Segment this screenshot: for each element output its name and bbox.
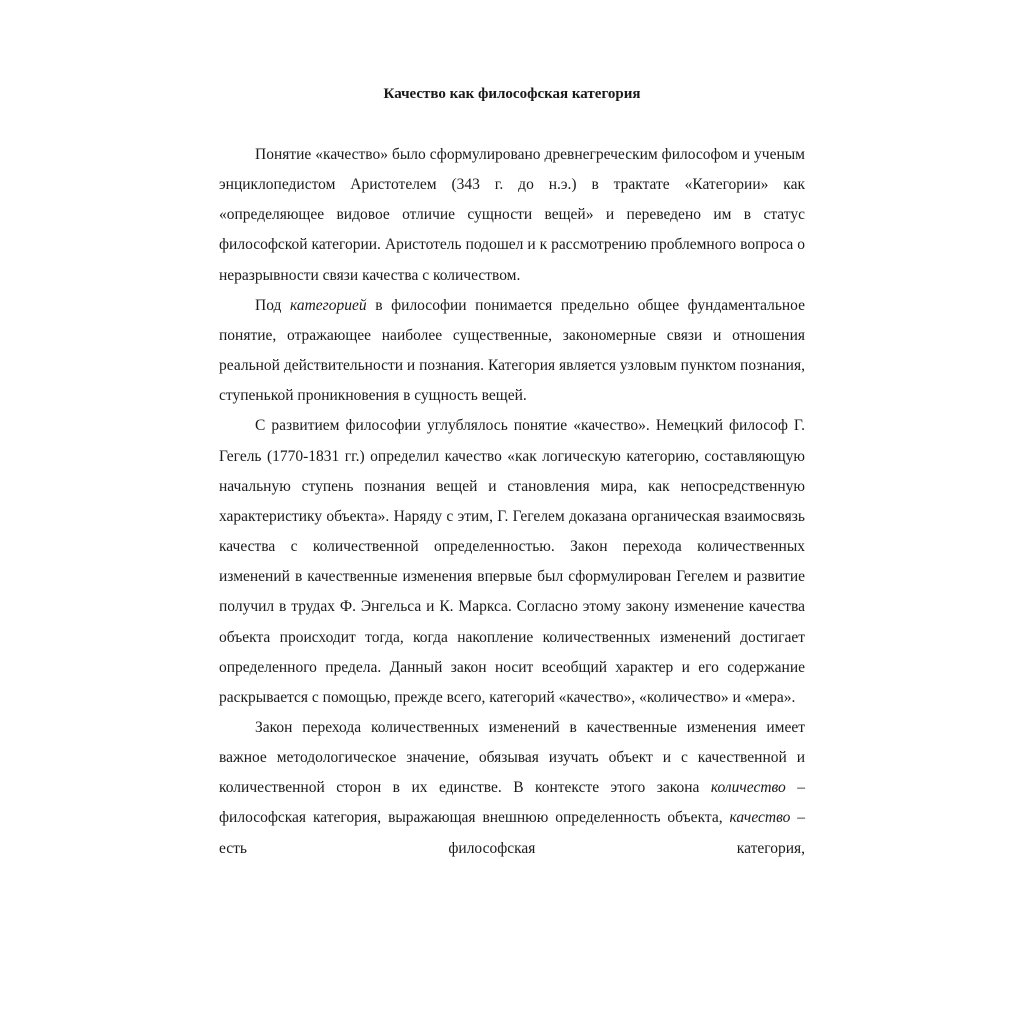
paragraph-text: Закон перехода количественных изменений в качественные изменения имеет важное методологическое значение, обязывая изучать объект и с качественной и количественной сторон в их единстве. В контексте этого закона — [219, 718, 805, 797]
paragraph-text: – философская категория, выражающая внешнюю определенность объекта, — [219, 779, 806, 827]
italic-term-kolichestvo: количество — [710, 779, 786, 797]
italic-term-kategoriya: категорией — [289, 296, 367, 314]
paragraph-text: – есть философская категория, — [219, 809, 805, 857]
document-title: Качество как философская категория — [383, 86, 641, 102]
paragraph-text: Понятие «качество» было сформулировано древнегреческим философом и ученым энциклопедистом Аристотелем (343 г. до н.э.) в трактате «Категории» как «определяющее видовое отличие сущности вещей» и переведено им в статус философской категории. Аристотель подошел и к рассмотрению проблемного вопроса о неразрывности связи качества с количеством. — [219, 146, 805, 284]
paragraph-2 — [219, 291, 805, 412]
paragraph-text: в философии понимается предельно общее фундаментальное понятие, отражающее наиболее существенные, закономерные связи и отношения реальной действительности и познания. Категория является узловым пунктом познания, ступенькой проникновения в сущность вещей. — [219, 296, 806, 405]
italic-term-kachestvo: качество — [729, 809, 791, 827]
paragraph-3 — [219, 411, 805, 713]
paragraph-4 — [219, 713, 805, 864]
paragraph-1 — [219, 140, 805, 291]
document-body — [219, 140, 805, 864]
paragraph-text: Под — [255, 296, 290, 314]
paragraph-text: С развитием философии углублялось понятие «качество». Немецкий философ Г. Гегель (1770-1831 гг.) определил качество «как логическую категорию, составляющую начальную ступень познания вещей и становления мира, как непосредственную характеристику объекта». Наряду с этим, Г. Гегелем доказана органическая взаимосвязь качества с количественной определенностью. Закон перехода количественных изменений в качественные изменения впервые был сформулирован Гегелем и развитие получил в трудах Ф. Энгельса и К. Маркса. Согласно этому закону изменение качества объекта происходит тогда, когда накопление количественных изменений достигает определенного предела. Данный закон носит всеобщий характер и его содержание раскрывается с помощью, прежде всего, категорий «качество», «количество» и «мера». — [219, 417, 805, 706]
